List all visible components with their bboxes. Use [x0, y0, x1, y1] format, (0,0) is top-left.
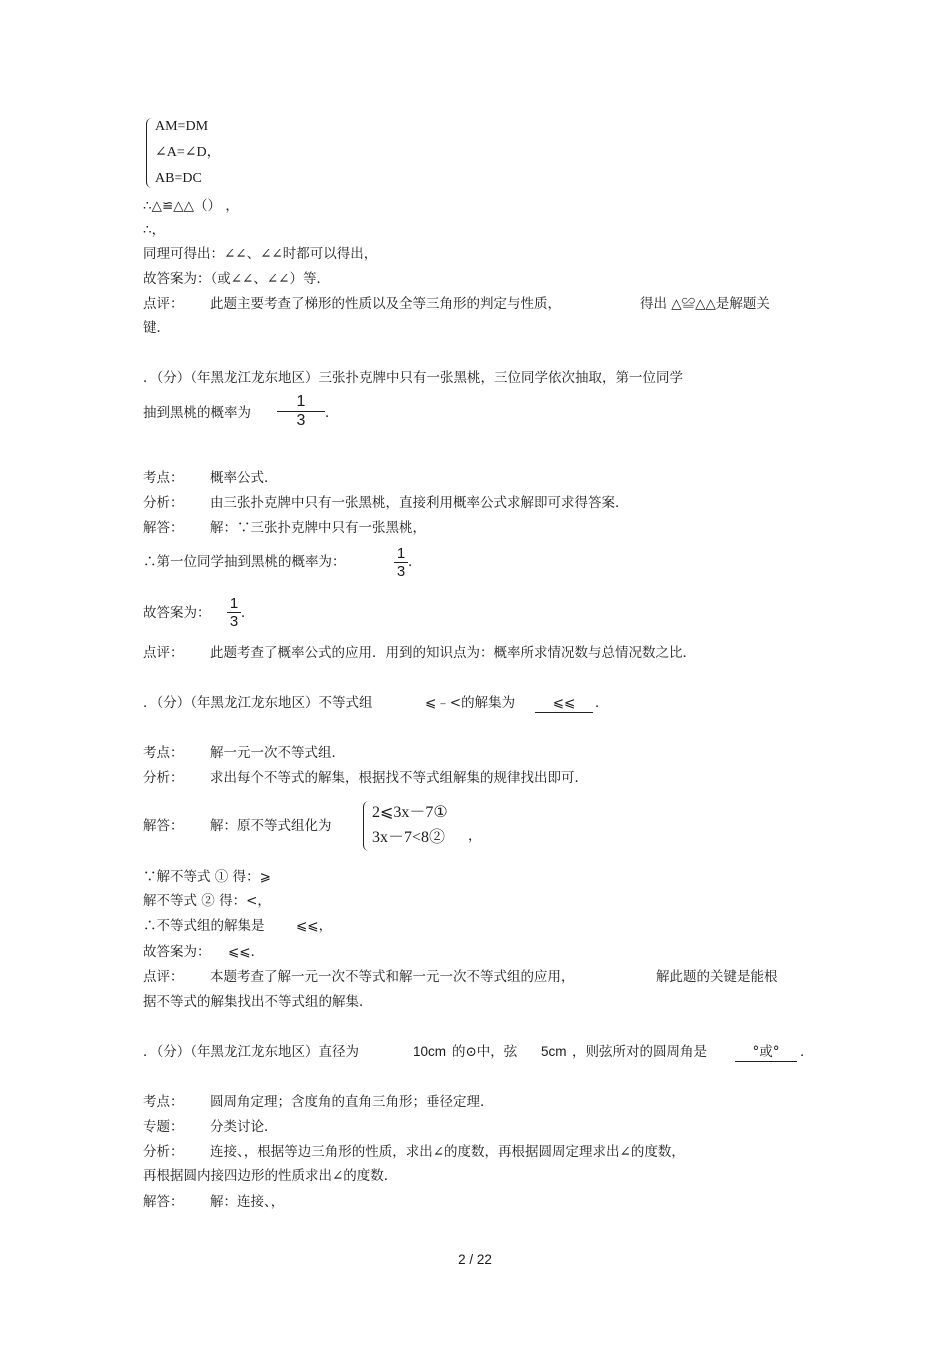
text-line: 解：连接、，	[210, 1194, 285, 1210]
punctuation: ．	[241, 605, 255, 621]
fraction	[394, 545, 408, 580]
label: 解答：	[143, 520, 184, 536]
text-line: 由三张扑克牌中只有一张黑桃，直接利用概率公式求解即可求得答案．	[210, 495, 629, 511]
text-line: ∴不等式组的解集是	[143, 918, 265, 934]
text-line: 此题考查了概率公式的应用．用到的知识点为：概率所求情况数与总情况数之比．	[210, 645, 696, 661]
text-line: ∴第一位同学抽到黑桃的概率为：	[143, 554, 346, 570]
label: 考点：	[143, 470, 184, 486]
text-line: 得出 △≌△△是解题关	[640, 296, 770, 312]
fraction-numerator: 1	[396, 545, 406, 562]
question-text: ．（分）（年黑龙江龙东地区）直径为	[143, 1044, 359, 1060]
text-line: ⩽⩽，	[296, 918, 333, 934]
answer-blank	[735, 1043, 797, 1062]
text-line: 解：∵三张扑克牌中只有一张黑桃，	[210, 520, 426, 536]
system-line: ∠A=∠D，	[155, 145, 221, 160]
system-brace	[363, 801, 370, 851]
text-line: 概率公式．	[210, 470, 278, 486]
text-line: 解一元一次不等式组．	[210, 745, 345, 761]
system-brace	[146, 118, 153, 188]
punctuation: ．	[800, 1044, 814, 1060]
text-line: 故答案为：	[143, 605, 211, 621]
system-line: AM=DM	[155, 119, 209, 134]
label: 解答：	[143, 818, 184, 834]
text-line: 解此题的关键是能根	[656, 969, 778, 985]
punctuation: ，	[468, 828, 482, 844]
text-line: 同理可得出：∠∠、∠∠时都可以得出，	[143, 246, 378, 262]
fraction-numerator: 1	[229, 595, 239, 612]
text-line: 解：原不等式组化为	[210, 818, 332, 834]
text-line: ∴，	[143, 222, 166, 238]
system-line: 3x－7<8②	[372, 829, 446, 846]
question-text: ，则弦所对的圆周角是	[572, 1044, 707, 1060]
text-line: 分类讨论．	[210, 1119, 278, 1135]
text-line: 解不等式 ② 得：<，	[143, 893, 271, 909]
text-line: 连接、，根据等边三角形的性质，求出∠的度数，再根据圆周定理求出∠的度数，	[210, 1144, 685, 1160]
inequality-system	[372, 800, 448, 850]
label: 点评：	[143, 969, 184, 985]
blank-answer: °或°	[735, 1043, 797, 1062]
question-text: ⩽﹣<的解集为	[425, 695, 516, 711]
text-line: 求出每个不等式的解集，根据找不等式组解集的规律找出即可．	[210, 770, 588, 786]
question-text: ．（分）（年黑龙江龙东地区）三张扑克牌中只有一张黑桃，三位同学依次抽取，第一位同学	[143, 370, 683, 386]
text-line: 再根据圆内接四边形的性质求出∠的度数．	[143, 1168, 398, 1184]
label: 点评：	[143, 296, 184, 312]
label: 专题：	[143, 1119, 184, 1135]
text-line: 本题考查了解一元一次不等式和解一元一次不等式组的应用，	[210, 969, 575, 985]
punctuation: ．	[408, 554, 422, 570]
label: 分析：	[143, 770, 184, 786]
text-line: 故答案为：	[143, 944, 211, 960]
answer-fraction	[277, 393, 325, 430]
text-line: ∵解不等式 ① 得：⩾	[143, 869, 271, 885]
text-line: 键．	[143, 320, 170, 336]
question-text: 的⊙中，弦	[452, 1044, 518, 1060]
question-text: 抽到黑桃的概率为	[143, 405, 251, 421]
text-line: 故答案为：（或∠∠、∠∠）等．	[143, 271, 330, 287]
label: 解答：	[143, 1194, 184, 1210]
label: 分析：	[143, 1144, 184, 1160]
label: 分析：	[143, 495, 184, 511]
question-text: ．（分）（年黑龙江龙东地区）不等式组	[143, 695, 373, 711]
system-line: 2⩽3x－7①	[372, 804, 448, 821]
answer-blank	[535, 694, 593, 713]
page-number: 2 / 22	[458, 1252, 492, 1267]
fraction-denominator: 3	[396, 563, 406, 581]
label: 考点：	[143, 1094, 184, 1110]
text-line: 圆周角定理；含度角的直角三角形；垂径定理．	[210, 1094, 494, 1110]
fraction-numerator: 1	[296, 393, 306, 410]
top-system	[155, 114, 221, 192]
fraction	[227, 595, 241, 630]
fraction-denominator: 3	[229, 613, 239, 631]
text-line: 此题主要考查了梯形的性质以及全等三角形的判定与性质，	[210, 296, 561, 312]
punctuation: ．	[595, 695, 609, 711]
system-line: AB=DC	[155, 171, 202, 186]
label: 考点：	[143, 745, 184, 761]
text-line: ∴△≌△△（） ，	[143, 198, 239, 214]
text-line: 据不等式的解集找出不等式组的解集．	[143, 994, 373, 1010]
question-text: 5cm	[541, 1044, 567, 1059]
punctuation: ．	[325, 405, 339, 421]
text-line: ⩽⩽．	[228, 944, 265, 960]
label: 点评：	[143, 645, 184, 661]
blank-answer: ⩽⩽	[535, 694, 593, 713]
fraction-denominator: 3	[296, 412, 306, 430]
question-text: 10cm	[413, 1044, 447, 1059]
